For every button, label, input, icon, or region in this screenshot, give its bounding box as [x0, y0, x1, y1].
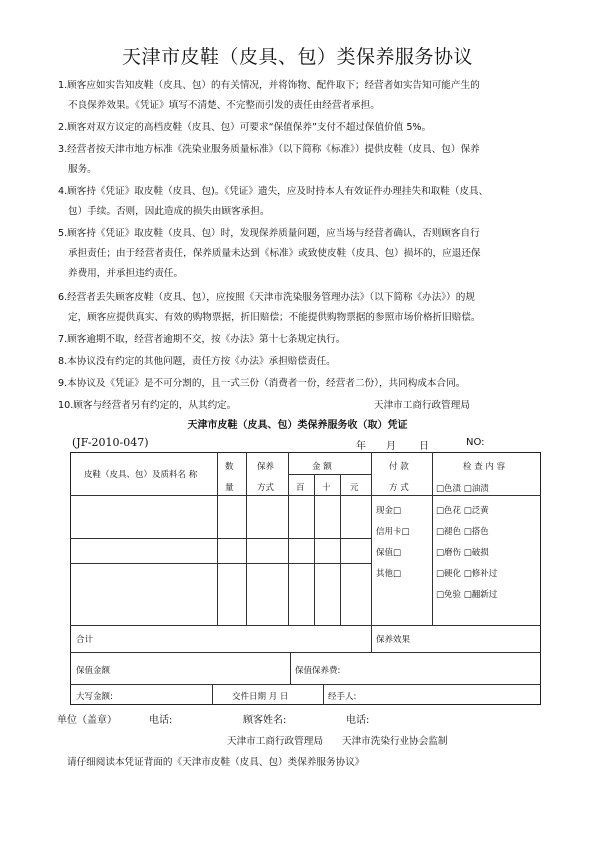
rule [70, 652, 541, 653]
inspect-option[interactable]: □色渍 □油渍 [436, 484, 489, 494]
inspect-header: 检 查 内 容 [463, 462, 506, 472]
unit-seal-label: 单位（盖章） [57, 715, 117, 726]
rule [288, 474, 371, 475]
payment-option-value-preserve[interactable]: 保值□ [376, 548, 402, 558]
supervisor-2: 天津市洗染行业协会监制 [342, 736, 448, 747]
clause-5-line1: 5.顾客持《凭证》取皮鞋（皮具、包）时，发现保养质量问题，应当场与经营者确认，否则顾客自行 [58, 228, 480, 239]
clause-8-line1: 8.本协议没有约定的其他问题，责任方按《办法》承担赔偿责任。 [58, 356, 336, 367]
rule [70, 625, 541, 626]
date-year: 年 [356, 441, 366, 452]
payment-option-cash[interactable]: 现金□ [376, 506, 402, 516]
clause-1 [58, 76, 544, 116]
payment-option-credit-card[interactable]: 信用卡□ [376, 527, 410, 537]
clause-1-line1: 1.顾客应如实告知皮鞋（皮具、包）的有关情况，并将饰物、配件取下；经营者如实告知可能产生的 [58, 80, 480, 91]
payment-header-2: 方 式 [389, 483, 409, 493]
issuing-authority: 天津市工商行政管理局 [374, 400, 470, 411]
rule [432, 452, 433, 625]
value-fee-label: 保值保养费: [295, 666, 341, 676]
inspect-option[interactable]: □褪色 □搭色 [436, 527, 489, 537]
yuan-header: 元 [350, 483, 359, 493]
rule [70, 563, 371, 564]
supervisor-1: 天津市工商行政管理局 [227, 736, 323, 747]
clause-10-line1: 10.顾客与经营者另有约定的，从其约定。 [58, 400, 237, 411]
clause-5-line3: 养费用，并承担违约责任。 [68, 268, 184, 279]
qty-header-2: 量 [225, 483, 234, 493]
clause-6-line1: 6.经营者丢失顾客皮鞋（皮具、包），应按照《天津市洗染服务管理办法》（以下简称《办法》）的规 [58, 292, 475, 303]
clause-3 [58, 140, 544, 180]
rule [217, 452, 218, 625]
clause-4-line2: 包）手续。否则，因此造成的损失由顾客承担。 [68, 206, 270, 217]
clause-9 [58, 374, 544, 394]
voucher-code: (JF-2010-047) [72, 436, 149, 449]
care-header-1: 保养 [257, 462, 275, 472]
rule [371, 452, 372, 652]
clause-2 [58, 118, 544, 138]
reading-note: 请仔细阅读本凭证背面的《天津市皮鞋（皮具、包）类保养服务协议》 [67, 757, 365, 768]
rule [246, 452, 247, 625]
phone-label: 电话: [149, 715, 173, 726]
rule [70, 538, 371, 539]
rule [323, 684, 324, 705]
inspect-option[interactable]: □免验 □翻新过 [436, 590, 498, 600]
clause-6 [58, 288, 544, 328]
customer-phone-label: 电话: [346, 715, 370, 726]
qty-header-1: 数 [225, 462, 234, 472]
clause-3-line2: 服务。 [68, 164, 97, 175]
inspect-option[interactable]: □色花 □泛黄 [436, 506, 489, 516]
date-day: 日 [419, 441, 429, 452]
clause-10 [58, 396, 544, 416]
rule [288, 452, 289, 625]
clause-7 [58, 330, 544, 350]
rule [290, 652, 291, 684]
hundred-header: 百 [296, 483, 305, 493]
clause-7-line1: 7.顾客逾期不取，经营者逾期不交，按《办法》第十七条规定执行。 [58, 334, 346, 345]
clause-3-line1: 3.经营者按天津市地方标准《洗染业服务质量标准》（以下简称《标准》）提供皮鞋（皮具、包）保养 [58, 144, 480, 155]
voucher-number-label: NO: [466, 437, 485, 448]
clause-9-line1: 9.本协议及《凭证》是不可分割的，且一式三份（消费者一份，经营者二份），共同构成本合同。 [58, 378, 466, 389]
care-header-2: 方式 [257, 483, 275, 493]
value-amount-label: 保值金额 [76, 666, 111, 676]
rule [212, 684, 213, 705]
capital-amount-label: 大写金额: [76, 692, 113, 702]
clause-2-line1: 2.顾客对双方议定的高档皮鞋（皮具、包）可要求“保值保养”支付不超过保值价值 5%。 [58, 122, 432, 133]
rule [70, 495, 541, 496]
item-header: 皮鞋（皮具、包）及质料名 称 [84, 470, 198, 480]
rule [314, 474, 315, 625]
clause-4-line1: 4.顾客持《凭证》取皮鞋（皮具、包)。《凭证》遗失，应及时持本人有效证件办理挂失和取鞋（皮具、 [58, 186, 489, 197]
date-month: 月 [386, 441, 396, 452]
clause-6-line2: 定，顾客应提供真实、有效的购物票据，折旧赔偿；不能提供购物票据的参照市场价格折旧赔偿。 [68, 312, 481, 323]
page-title: 天津市皮鞋（皮具、包）类保养服务协议 [121, 46, 473, 68]
clause-5 [58, 224, 544, 284]
inspect-option[interactable]: □磨伤 □破损 [436, 548, 489, 558]
delivery-date-label: 交件日期 月 日 [232, 692, 289, 702]
rule [340, 474, 341, 625]
payment-option-other[interactable]: 其他□ [376, 569, 402, 579]
rule [70, 684, 541, 685]
inspect-option[interactable]: □硬化 □修补过 [436, 569, 498, 579]
amount-header: 金 额 [312, 462, 332, 472]
payment-header-1: 付 款 [389, 462, 409, 472]
clause-8 [58, 352, 544, 372]
care-effect-label: 保养效果 [376, 635, 411, 645]
clause-5-line2: 承担责任；由于经营者责任，保养质量未达到《标准》或致使皮鞋（皮具、包）损坏的，应退还保 [68, 248, 481, 259]
voucher-title: 天津市皮鞋（皮具、包）类保养服务收（取）凭证 [187, 420, 408, 431]
handler-label: 经手人: [328, 692, 357, 702]
total-label: 合计 [76, 635, 94, 645]
clause-4 [58, 182, 544, 222]
ten-header: 十 [322, 483, 331, 493]
customer-name-label: 顾客姓名: [243, 715, 287, 726]
clause-1-line2: 不良保养效果。《凭证》填写不清楚、不完整而引发的责任由经营者承担。 [68, 100, 380, 111]
